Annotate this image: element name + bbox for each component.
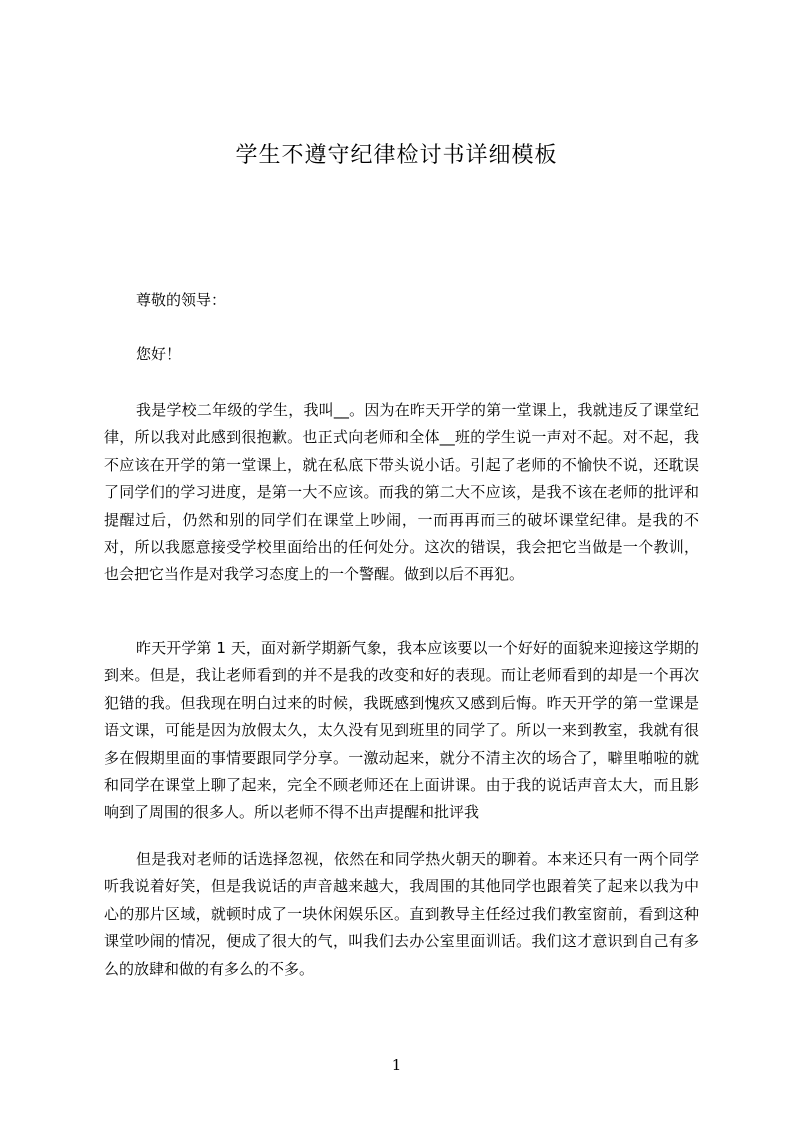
body-paragraph-2: 昨天开学第 1 天，面对新学期新气象，我本应该要以一个好好的面貌来迎接这学期的到来。但是，我让老师看到的并不是我的改变和好的表现。而让老师看到的却是一个再次犯错的我。但我现在明白过来的时候，我既感到愧疚又感到后悔。昨天开学的第一堂课是语文课，可能是因为放假太久，太久没有见到班里的同学了。所以一来到教室，我就有很多在假期里面的事情要跟同学分享。一激动起来，就分不清主次的场合了，噼里啪啦的就和同学在课堂上聊了起来，完全不顾老师还在上面讲课。由于我的说话声音太大，而且影响到了周围的很多人。所以老师不得不出声提醒和批评我 — [104, 639, 699, 822]
greeting: 您好！ — [136, 345, 182, 363]
salutation: 尊敬的领导： — [136, 291, 227, 309]
body-paragraph-3: 但是我对老师的话选择忽视，依然在和同学热火朝天的聊着。本来还只有一两个同学听我说着好笑，但是我说话的声音越来越大，我周围的其他同学也跟着笑了起来以我为中心的那片区域，就顿时成了一块休闲娱乐区。直到教导主任经过我们教室窗前，看到这种课堂吵闹的情况，便成了很大的气，叫我们去办公室里面训话。我们这才意识到自己有多么的放肆和做的有多么的不多。 — [104, 850, 699, 978]
body-paragraph-1: 我是学校二年级的学生，我叫__。因为在昨天开学的第一堂课上，我就违反了课堂纪律，所以我对此感到很抱歉。也正式向老师和全体__班的学生说一声对不起。对不起，我不应该在开学的第一堂课上，就在私底下带头说小话。引起了老师的不愉快不说，还耽误了同学们的学习进度，是第一大不应该。而我的第二大不应该，是我不该在老师的批评和提醒过后，仍然和别的同学们在课堂上吵闹，一而再再而三的破坏课堂纪律。是我的不对，所以我愿意接受学校里面给出的任何处分。这次的错误，我会把它当做是一个教训，也会把它当作是对我学习态度上的一个警醒。做到以后不再犯。 — [104, 401, 699, 584]
document-title: 学生不遵守纪律检讨书详细模板 — [235, 143, 558, 168]
page-number: 1 — [391, 1056, 402, 1074]
